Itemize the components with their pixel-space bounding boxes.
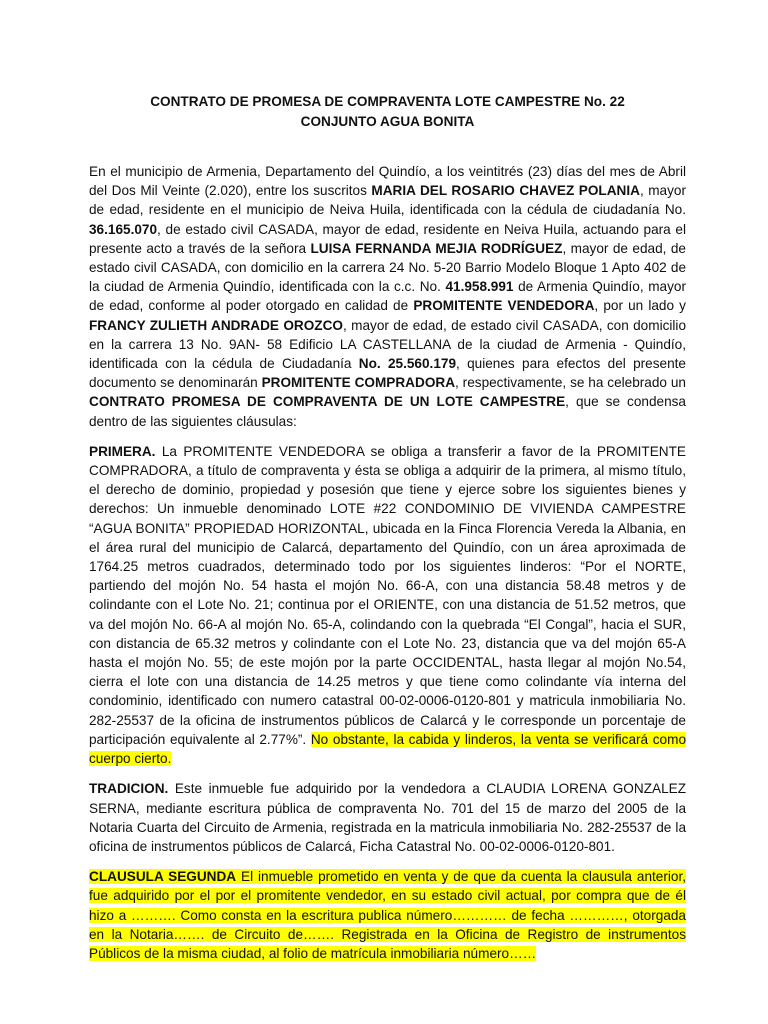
clause-segunda-heading: CLAUSULA SEGUNDA [89, 869, 237, 885]
document-title [89, 92, 686, 132]
buyer-id: No. 25.560.179 [358, 356, 457, 372]
clause-primera-heading: PRIMERA. [89, 443, 156, 459]
title-line-2: CONJUNTO AGUA BONITA [300, 114, 475, 129]
intro-text: , de estado civil CASADA, mayor de edad, residente en Neiva Huila, actuando para el presente acto a través de la señora [89, 221, 686, 256]
clause-tradicion-body: Este inmueble fue adquirido por la vendedora a CLAUDIA LORENA GONZALEZ SERNA, mediante escritura pública de compraventa No. 701 del 15 de marzo del 2005 de la Notaria Cuarta del Circuito de Armenia, registrada en la matricula inmobiliaria No. 282-25537 de la oficina de instrumentos públicos de Calarcá, Ficha Catastral No. 00-02-0006-0120-801. [89, 781, 686, 854]
seller-role: PROMITENTE VENDEDORA [413, 298, 595, 314]
intro-text: , quienes para efectos del presente documento se denominarán [89, 356, 686, 391]
title-line-1: CONTRATO DE PROMESA DE COMPRAVENTA LOTE CAMPESTRE No. 22 [150, 94, 625, 109]
clause-primera-highlight: No obstante, la cabida y linderos, la venta se verificará como cuerpo cierto. [89, 731, 686, 767]
intro-text: En el municipio de Armenia, Departamento del Quindío, a los veintitrés (23) días del mes de Abril del Dos Mil Veinte (2.020), entre los suscritos [89, 164, 686, 199]
intro-text: , mayor de edad, de estado civil CASADA, con domicilio en la carrera 24 No. 5-20 Barrio Modelo Bloque 1 Apto 402 de la ciudad de Armenia Quindío, identificada con la c.c. No. [89, 240, 686, 295]
intro-text: , mayor de edad, residente en el municipio de Neiva Huila, identificada con la cédula de ciudadanía No. [89, 183, 686, 218]
representative-id: 41.958.991 [445, 279, 514, 295]
clause-segunda [89, 867, 686, 963]
intro-paragraph [89, 162, 686, 431]
buyer-role: PROMITENTE COMPRADORA [261, 375, 456, 391]
intro-text: de Armenia Quindío, mayor de edad, conforme al poder otorgado en calidad de [89, 279, 686, 314]
clause-segunda-body: El inmueble prometido en venta y de que da cuenta la clausula anterior, fue adquirido por el por el promitente vendedor, en su estado civil actual, por compra que de él hizo a ………. Como consta en la escritura publica número………… de fecha …………, otorgada en la Notaria……. de Circuito de……. Registrada en la Oficina de Registro de instrumentos Públicos de la misma ciudad, al folio de matrícula inmobiliaria número…… [89, 869, 687, 961]
intro-text: , que se condensa dentro de las siguientes cláusulas: [89, 394, 686, 429]
clause-primera-body: La PROMITENTE VENDEDORA se obliga a transferir a favor de la PROMITENTE COMPRADORA, a título de compraventa y ésta se obliga a adquirir de la primera, al mismo título, el derecho de dominio, propiedad y posesión que tiene y ejerce sobre los siguientes bienes y derechos: Un inmueble denominado LOTE #22 CONDOMINIO DE VIVIENDA CAMPESTRE “AGUA BONITA” PROPIEDAD HORIZONTAL, ubicada en la Finca Florencia Vereda la Albania, en el área rural del municipio de Calarcá, departamento del Quindío, con un área aproximada de 1764.25 metros cuadrados, determinado todo por los siguientes linderos: “Por el NORTE, partiendo del mojón No. 54 hasta el mojón No. 66-A, con una distancia 58.48 metros y de colindante con el Lote No. 21; continua por el ORIENTE, con una distancia de 51.52 metros, que va del mojón No. 66-A al mojón No. 65-A, colindando con la quebrada “El Congal”, hacia el SUR, con distancia de 65.32 metros y colindante con el Lote No. 23, distancia que va del mojón 65-A hasta el mojón No. 55; de este mojón por la parte OCCIDENTAL, hasta llegar al mojón No.54, cierra el lote con una distancia de 14.25 metros y que tiene como colindante vía interna del condominio, identificado con numero catastral 00-02-0006-0120-801 y matricula inmobiliaria No. 282-25537 de la oficina de instrumentos públicos de Calarcá y le corresponde un porcentaje de participación equivalente al 2.77%”. [89, 443, 686, 747]
intro-text: , respectivamente, se ha celebrado un [455, 375, 686, 391]
seller-id: 36.165.070 [89, 221, 158, 237]
clause-primera [89, 442, 686, 768]
clause-tradicion-heading: TRADICION. [89, 781, 169, 797]
clause-tradicion [89, 779, 686, 856]
contract-type: CONTRATO PROMESA DE COMPRAVENTA DE UN LOTE CAMPESTRE [89, 394, 566, 410]
intro-text: , mayor de edad, de estado civil CASADA, con domicilio en la carrera 13 No. 9AN- 58 Edificio LA CASTELLANA de la ciudad de Armenia - Quindío, identificada con la cédula de Ciudadanía [89, 317, 687, 372]
buyer-name: FRANCY ZULIETH ANDRADE OROZCO [89, 317, 343, 333]
representative-name: LUISA FERNANDA MEJIA RODRÍGUEZ [310, 240, 563, 256]
seller-name: MARIA DEL ROSARIO CHAVEZ POLANIA [371, 183, 640, 199]
intro-text: , por un lado y [594, 298, 686, 314]
